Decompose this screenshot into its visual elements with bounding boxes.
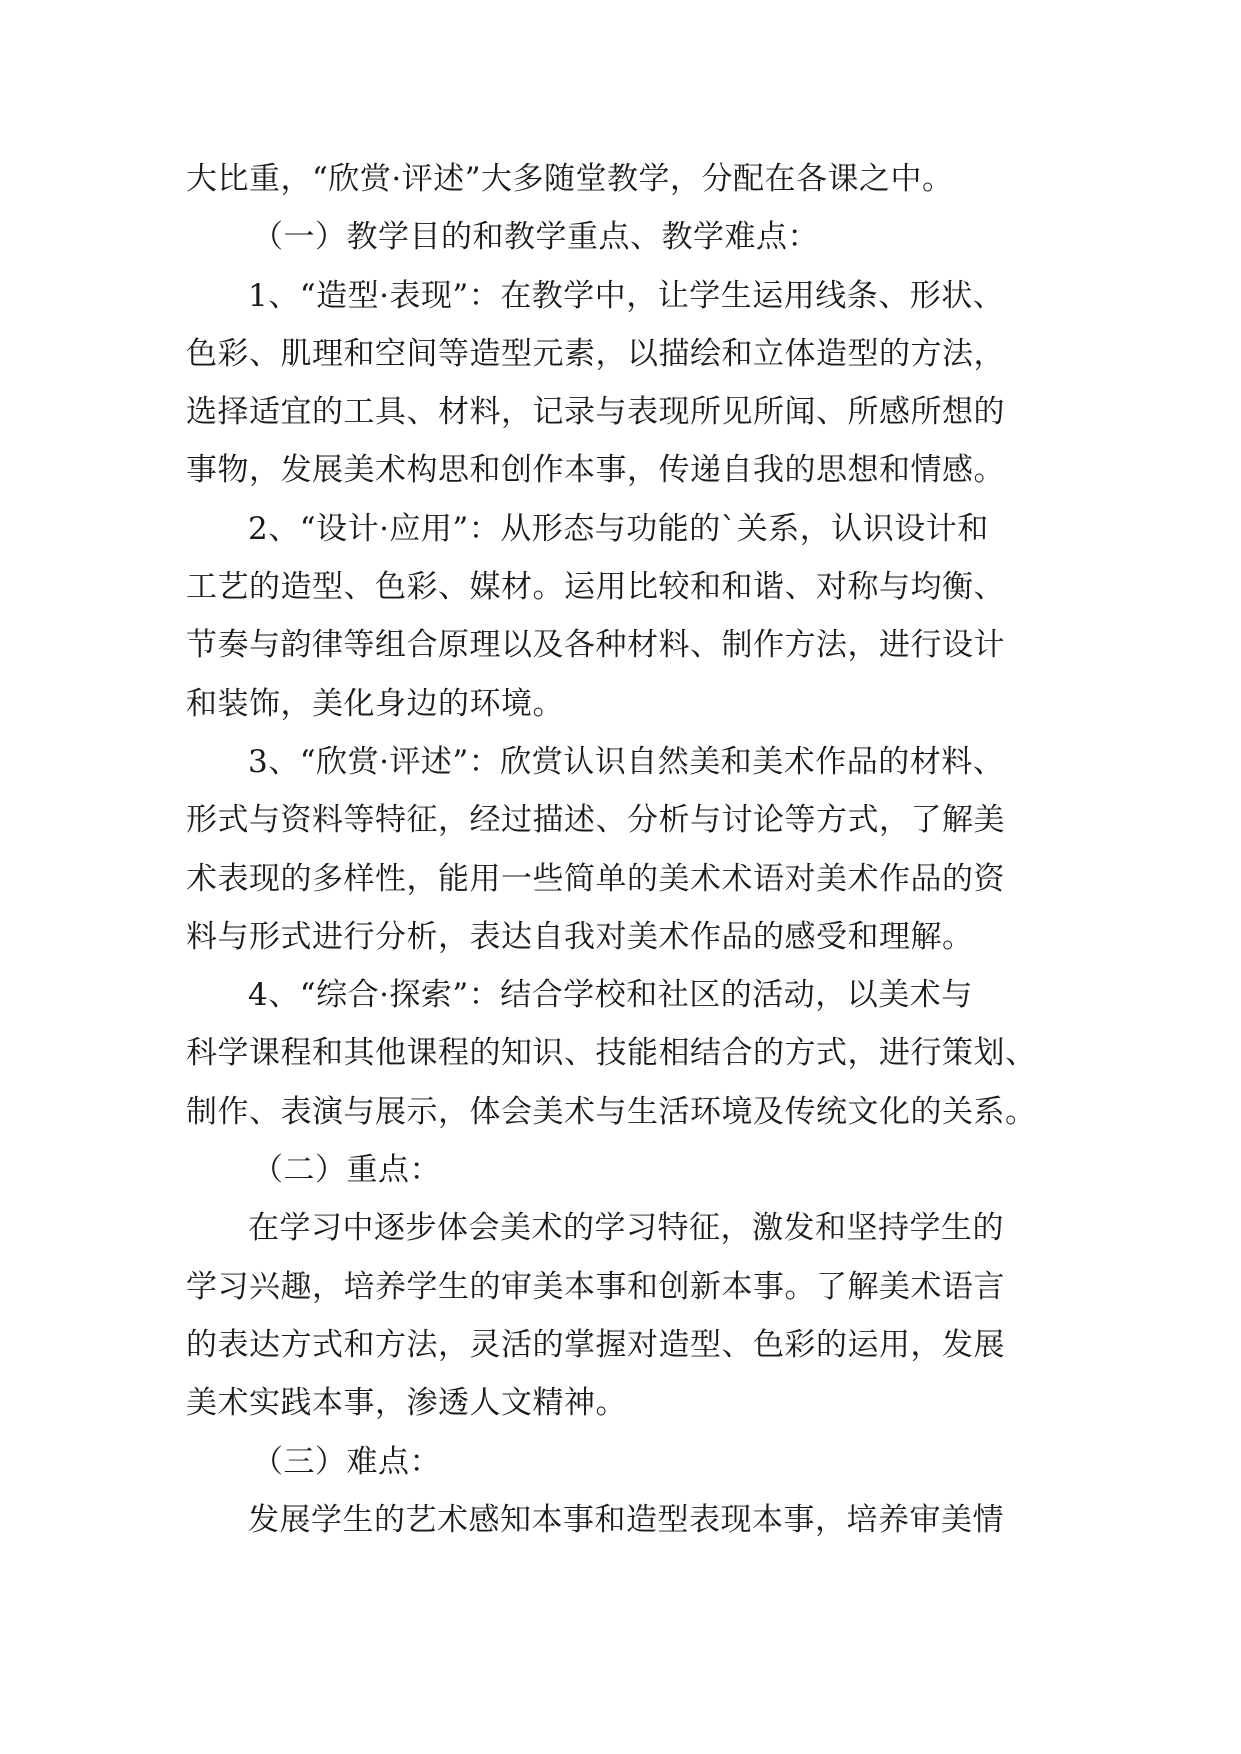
paragraph-line: 大比重，“欣赏·评述”大多随堂教学，分配在各课之中。 bbox=[186, 161, 954, 197]
section-heading-key-points: （二）重点： bbox=[252, 1152, 441, 1189]
paragraph-line: 节奏与韵律等组合原理以及各种材料、制作方法，进行设计 bbox=[186, 627, 1005, 664]
paragraph-line: 色彩、肌理和空间等造型元素，以描绘和立体造型的方法， bbox=[186, 335, 1005, 372]
paragraph-line: 和装饰，美化身边的环境。 bbox=[186, 685, 564, 722]
paragraph-line: 1、“造型·表现”：在教学中，让学生运用线条、形状、 bbox=[248, 277, 1005, 314]
paragraph-line: 选择适宜的工具、材料，记录与表现所见所闻、所感所想的 bbox=[186, 394, 1005, 431]
paragraph-line: 发展学生的艺术感知本事和造型表现本事，培养审美情 bbox=[248, 1501, 1004, 1538]
paragraph-line: 学习兴趣，培养学生的审美本事和创新本事。了解美术语言 bbox=[186, 1268, 1005, 1305]
paragraph-line: 美术实践本事，渗透人文精神。 bbox=[186, 1385, 627, 1422]
document-body bbox=[186, 150, 1066, 1549]
paragraph-line: 制作、表演与展示，体会美术与生活环境及传统文化的关系。 bbox=[186, 1093, 1037, 1130]
paragraph-line: 4、“综合·探索”：结合学校和社区的活动，以美术与 bbox=[248, 977, 973, 1014]
section-heading-difficulties: （三）难点： bbox=[252, 1443, 441, 1480]
paragraph-line: 3、“欣赏·评述”：欣赏认识自然美和美术作品的材料、 bbox=[248, 743, 1005, 780]
paragraph-line: 2、“设计·应用”：从形态与功能的`关系，认识设计和 bbox=[248, 510, 989, 547]
paragraph-line: 工艺的造型、色彩、媒材。运用比较和和谐、对称与均衡、 bbox=[186, 569, 1005, 606]
section-heading-objectives: （一）教学目的和教学重点、教学难点： bbox=[252, 219, 819, 256]
paragraph-line: 在学习中逐步体会美术的学习特征，激发和坚持学生的 bbox=[248, 1210, 1004, 1247]
paragraph-line: 料与形式进行分析，表达自我对美术作品的感受和理解。 bbox=[186, 918, 974, 955]
paragraph-line: 术表现的多样性，能用一些简单的美术术语对美术作品的资 bbox=[186, 860, 1005, 897]
paragraph-line: 科学课程和其他课程的知识、技能相结合的方式，进行策划、 bbox=[186, 1035, 1037, 1072]
paragraph-line: 的表达方式和方法，灵活的掌握对造型、色彩的运用，发展 bbox=[186, 1326, 1005, 1363]
paragraph-line: 事物，发展美术构思和创作本事，传递自我的思想和情感。 bbox=[186, 452, 1005, 489]
paragraph-line: 形式与资料等特征，经过描述、分析与讨论等方式，了解美 bbox=[186, 802, 1005, 839]
